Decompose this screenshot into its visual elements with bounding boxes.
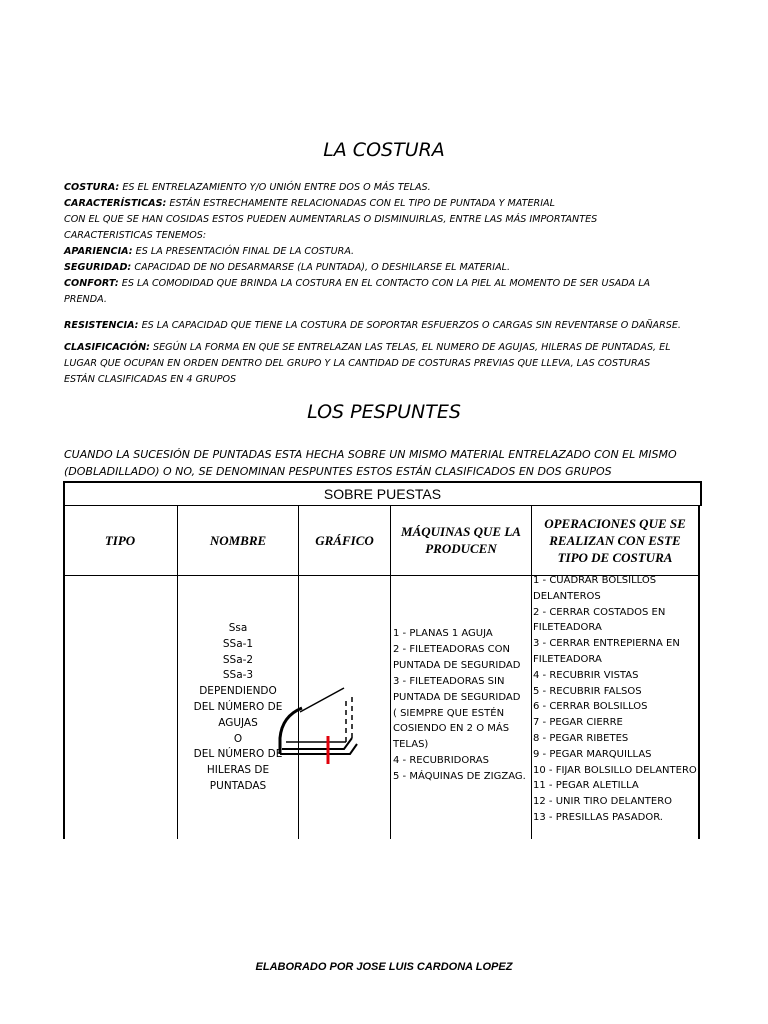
operaciones-line: 13 - PRESILLAS PASADOR. bbox=[533, 811, 663, 823]
pespuntes-line: CUANDO LA SUCESIÓN DE PUNTADAS ESTA HECHA SOBRE UN MISMO MATERIAL ENTRELAZADO CON EL MISMO bbox=[64, 448, 677, 461]
intro-text: CARACTERISTICAS TENEMOS: bbox=[64, 230, 207, 241]
intro-text: LUGAR QUE OCUPAN EN ORDEN DENTRO DEL GRUPO Y LA CANTIDAD DE COSTURAS PREVIAS QUE LLEVA, LAS COSTURAS bbox=[64, 358, 651, 369]
operaciones-line: 2 - CERRAR COSTADOS EN bbox=[533, 606, 666, 618]
operaciones-line: FILETEADORA bbox=[533, 653, 602, 665]
operaciones-line: FILETEADORA bbox=[533, 622, 602, 634]
intro-text: ESTÁN ESTRECHAMENTE RELACIONADAS CON EL TIPO DE PUNTADA Y MATERIAL bbox=[166, 198, 555, 209]
pespuntes-line: (DOBLADILLADO) O NO, SE DENOMINAN PESPUNTES ESTOS ESTÁN CLASIFICADOS EN DOS GRUPOS bbox=[64, 465, 612, 478]
nombre-line: Ssa bbox=[228, 622, 248, 634]
seam-fabric-layer-top bbox=[282, 738, 352, 749]
intro-text: PRENDA. bbox=[64, 294, 107, 305]
intro-line bbox=[64, 340, 704, 356]
intro-label: CARACTERÍSTICAS: bbox=[64, 198, 167, 209]
intro-label: CONFORT: bbox=[64, 278, 119, 289]
intro-label: SEGURIDAD: bbox=[64, 262, 132, 273]
operaciones-line: 9 - PEGAR MARQUILLAS bbox=[533, 748, 652, 760]
page-title: LA COSTURA bbox=[323, 139, 445, 161]
table-title: SOBRE PUESTAS bbox=[63, 481, 702, 506]
operaciones-line: 10 - FIJAR BOLSILLO DELANTERO bbox=[533, 764, 697, 776]
seam-fabric-fold bbox=[280, 708, 302, 754]
seam-fabric-top-edge bbox=[300, 688, 344, 712]
operaciones-line: 12 - UNIR TIRO DELANTERO bbox=[533, 796, 673, 808]
cell-operaciones bbox=[533, 573, 703, 826]
maquinas-line: 4 - RECUBRIDORAS bbox=[393, 755, 489, 767]
operaciones-line: 8 - PEGAR RIBETES bbox=[533, 732, 629, 744]
nombre-line: DEPENDIENDO bbox=[199, 685, 277, 698]
maquinas-line: COSIENDO EN 2 O MÁS bbox=[393, 723, 510, 735]
header-operaciones: OPERACIONES QUE SE REALIZAN CON ESTE TIPO DE COSTURA bbox=[544, 515, 686, 565]
maquinas-line: PUNTADA DE SEGURIDAD bbox=[393, 659, 521, 671]
maquinas-line: PUNTADA DE SEGURIDAD bbox=[393, 691, 521, 703]
header-maquinas: MÁQUINAS QUE LA PRODUCEN bbox=[401, 524, 521, 556]
intro-text: CON EL QUE SE HAN COSIDAS ESTOS PUEDEN AUMENTARLAS O DISMINUIRLAS, ENTRE LAS MÁS IMPORTANTES bbox=[64, 214, 598, 225]
operaciones-line: 1 - CUADRAR BOLSILLOS bbox=[533, 575, 657, 586]
operaciones-line: 5 - RECUBRIR FALSOS bbox=[533, 685, 642, 697]
intro-text: ES EL ENTRELAZAMIENTO Y/O UNIÓN ENTRE DOS O MÁS TELAS. bbox=[119, 182, 431, 193]
maquinas-line: 2 - FILETEADORAS CON bbox=[393, 643, 511, 655]
cell-maquinas bbox=[393, 626, 533, 785]
header-grafico: GRÁFICO bbox=[315, 532, 374, 548]
intro-line bbox=[64, 212, 704, 228]
footer-author: ELABORADO POR JOSE LUIS CARDONA LOPEZ bbox=[255, 961, 513, 973]
section-title-pespuntes: LOS PESPUNTES bbox=[307, 401, 461, 423]
intro-line bbox=[64, 292, 704, 308]
intro-definitions bbox=[64, 180, 704, 388]
intro-label: CLASIFICACIÓN: bbox=[64, 342, 150, 353]
intro-line bbox=[64, 244, 704, 260]
intro-label: RESISTENCIA: bbox=[64, 320, 139, 331]
header-nombre: NOMBRE bbox=[209, 532, 267, 548]
intro-line bbox=[64, 372, 704, 388]
intro-text: ES LA CAPACIDAD QUE TIENE LA COSTURA DE SOPORTAR ESFUERZOS O CARGAS SIN REVENTARSE O DAÑARSE. bbox=[138, 320, 681, 331]
nombre-line: HILERAS DE bbox=[206, 764, 270, 777]
stitch-table bbox=[63, 481, 700, 839]
maquinas-line: 1 - PLANAS 1 AGUJA bbox=[393, 628, 493, 639]
intro-text: CAPACIDAD DE NO DESARMARSE (LA PUNTADA), O DESHILARSE EL MATERIAL. bbox=[131, 262, 511, 273]
intro-text: ES LA PRESENTACIÓN FINAL DE LA COSTURA. bbox=[132, 246, 355, 257]
nombre-line: O bbox=[233, 732, 243, 745]
operaciones-line: 11 - PEGAR ALETILLA bbox=[533, 780, 639, 792]
pespuntes-paragraph bbox=[64, 446, 724, 480]
intro-line bbox=[64, 180, 704, 196]
intro-line bbox=[64, 318, 704, 334]
maquinas-line: 3 - FILETEADORAS SIN bbox=[393, 675, 505, 687]
intro-line bbox=[64, 260, 704, 276]
intro-label: COSTURA: bbox=[64, 182, 120, 193]
maquinas-line: TELAS) bbox=[393, 739, 429, 751]
intro-text: ES LA COMODIDAD QUE BRINDA LA COSTURA EN EL CONTACTO CON LA PIEL AL MOMENTO DE SER USADA LA bbox=[118, 278, 651, 289]
seam-graphic bbox=[278, 686, 358, 766]
maquinas-line: ( SIEMPRE QUE ESTÉN bbox=[393, 707, 505, 719]
operaciones-line: 3 - CERRAR ENTREPIERNA EN bbox=[533, 638, 680, 650]
intro-line bbox=[64, 276, 704, 292]
nombre-line: AGUJAS bbox=[218, 716, 258, 729]
nombre-line: SSa-1 bbox=[222, 637, 254, 650]
operaciones-line: 6 - CERRAR BOLSILLOS bbox=[533, 701, 648, 713]
nombre-line: SSa-3 bbox=[222, 669, 254, 682]
intro-line bbox=[64, 356, 704, 372]
intro-label: APARIENCIA: bbox=[64, 246, 133, 257]
operaciones-line: DELANTEROS bbox=[533, 590, 601, 602]
nombre-line: DEL NÚMERO DE bbox=[193, 748, 283, 761]
nombre-line: PUNTADAS bbox=[209, 779, 267, 792]
maquinas-line: 5 - MÁQUINAS DE ZIGZAG. bbox=[393, 771, 526, 783]
intro-text: SEGÚN LA FORMA EN QUE SE ENTRELAZAN LAS TELAS, EL NUMERO DE AGUJAS, HILERAS DE PUNTADAS, EL bbox=[149, 342, 671, 353]
header-tipo: TIPO bbox=[104, 532, 136, 548]
intro-line bbox=[64, 228, 704, 244]
intro-text: ESTÁN CLASIFICADAS EN 4 GRUPOS bbox=[64, 374, 237, 385]
operaciones-line: 4 - RECUBRIR VISTAS bbox=[533, 669, 639, 681]
nombre-line: SSa-2 bbox=[222, 653, 254, 666]
operaciones-line: 7 - PEGAR CIERRE bbox=[533, 717, 623, 729]
nombre-line: DEL NÚMERO DE bbox=[193, 700, 283, 713]
intro-line bbox=[64, 196, 704, 212]
